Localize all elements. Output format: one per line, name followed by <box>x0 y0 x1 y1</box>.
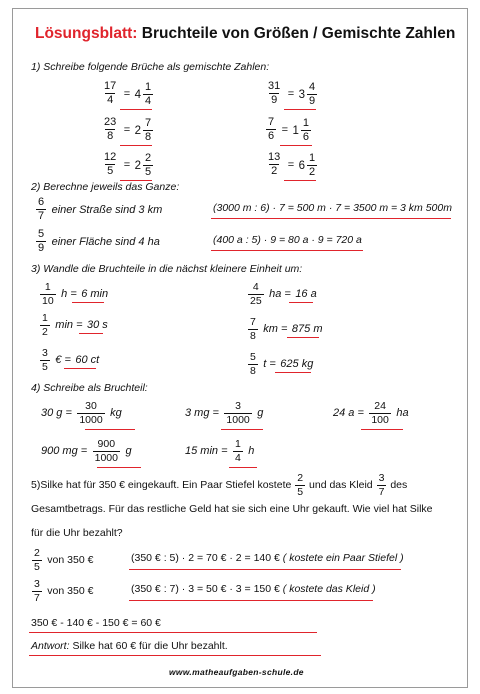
question-1-prompt: 1) Schreibe folgende Brüche als gemischte Zahlen: <box>31 61 270 73</box>
q4-item-1: 30 g = $\frac{30}{1000}$ kg <box>41 400 122 426</box>
answer-underline <box>280 145 312 146</box>
answer-underline <box>221 429 263 430</box>
answer-underline <box>72 302 104 303</box>
q4-item-3: 24 a = $\frac{24}{100}$ ha <box>333 400 409 426</box>
question-5-line-1: 5)Silke hat für 350 € eingekauft. Ein Paar Stiefel kostete $\frac{2}{5}$ und das Kleid $\frac{3}{7}$ des <box>31 472 408 498</box>
answer-underline <box>120 145 152 146</box>
q4-item-4: 900 mg = $\frac{900}{1000}$ g <box>41 438 132 464</box>
question-5-line-2: Gesamtbetrags. Für das restliche Geld hat sie sich eine Uhr gekauft. Wie viel hat Silke <box>31 503 433 515</box>
question-2-prompt: 2) Berechne jeweils das Ganze: <box>31 181 180 193</box>
question-5-line-3: für die Uhr bezahlt? <box>31 527 123 539</box>
answer-underline <box>29 632 317 633</box>
answer-underline <box>97 467 141 468</box>
answer-underline <box>289 302 313 303</box>
q5-total: 350 € - 140 € - 150 € = 60 € <box>31 617 161 629</box>
q1-item-3: $\frac{23}{8}$ = 2 $\frac{7}{8}$ <box>104 116 152 144</box>
q1-item-1: $\frac{17}{4}$ = 4 $\frac{1}{4}$ <box>104 80 152 108</box>
q4-item-2: 3 mg = $\frac{3}{1000}$ g <box>185 400 264 426</box>
q2-item-b: $\frac{5}{9}$ einer Fläche sind 4 ha <box>38 228 160 254</box>
answer-underline <box>120 109 152 110</box>
answer-underline <box>79 333 103 334</box>
answer-underline <box>85 429 135 430</box>
answer-underline <box>229 467 257 468</box>
q1-item-2: $\frac{31}{9}$ = 3 $\frac{4}{9}$ <box>268 80 316 108</box>
answer-underline <box>284 180 316 181</box>
answer-underline <box>361 429 403 430</box>
q5-calc-2: (350 € : 7) · 3 = 50 € · 3 = 150 € ( kostete das Kleid ) <box>131 583 376 595</box>
answer-underline <box>64 368 96 369</box>
q3-item-1: $\frac{1}{10}$ h = 6 min <box>42 281 109 307</box>
answer-underline <box>275 372 311 373</box>
q5-calc-1: (350 € : 5) · 2 = 70 € · 2 = 140 € ( kostete ein Paar Stiefel ) <box>131 552 404 564</box>
answer-underline <box>29 655 321 656</box>
q1-item-4: $\frac{7}{6}$ = 1 $\frac{1}{6}$ <box>268 116 309 144</box>
question-4-prompt: 4) Schreibe als Bruchteil: <box>31 382 148 394</box>
footer-url: www.matheaufgaben-schule.de <box>169 667 304 677</box>
answer-underline <box>211 250 363 251</box>
answer-underline <box>129 569 401 570</box>
q3-item-3: $\frac{1}{2}$ min = 30 s <box>42 312 108 338</box>
answer-underline <box>129 600 373 601</box>
q3-item-6: $\frac{5}{8}$ t = 625 kg <box>250 351 314 377</box>
q1-item-5: $\frac{12}{5}$ = 2 $\frac{2}{5}$ <box>104 151 152 179</box>
page-title: Lösungsblatt: Bruchteile von Größen / Gemischte Zahlen <box>35 25 456 42</box>
q5-row-2: $\frac{3}{7}$ von 350 € <box>34 578 94 604</box>
q3-item-4: $\frac{7}{8}$ km = 875 m <box>250 316 323 342</box>
answer-underline <box>284 109 316 110</box>
worksheet-page <box>12 8 468 688</box>
q2-item-a: $\frac{6}{7}$ einer Straße sind 3 km <box>38 196 163 222</box>
q2-answer-b: (400 a : 5) · 9 = 80 a · 9 = 720 a <box>213 234 362 246</box>
q4-item-5: 15 min = $\frac{1}{4}$ h <box>185 438 255 464</box>
question-3-prompt: 3) Wandle die Bruchteile in die nächst kleinere Einheit um: <box>31 263 303 275</box>
answer-underline <box>287 337 319 338</box>
q5-row-1: $\frac{2}{5}$ von 350 € <box>34 547 94 573</box>
q1-item-6: $\frac{13}{2}$ = 6 $\frac{1}{2}$ <box>268 151 316 179</box>
q2-answer-a: (3000 m : 6) · 7 = 500 m · 7 = 3500 m = 3 km 500m <box>213 202 452 214</box>
answer-underline <box>211 218 451 219</box>
q5-answer: Antwort: Silke hat 60 € für die Uhr bezahlt. <box>31 640 228 652</box>
q3-item-2: $\frac{4}{25}$ ha = 16 a <box>250 281 317 307</box>
q3-item-5: $\frac{3}{5}$ € = 60 ct <box>42 347 100 373</box>
